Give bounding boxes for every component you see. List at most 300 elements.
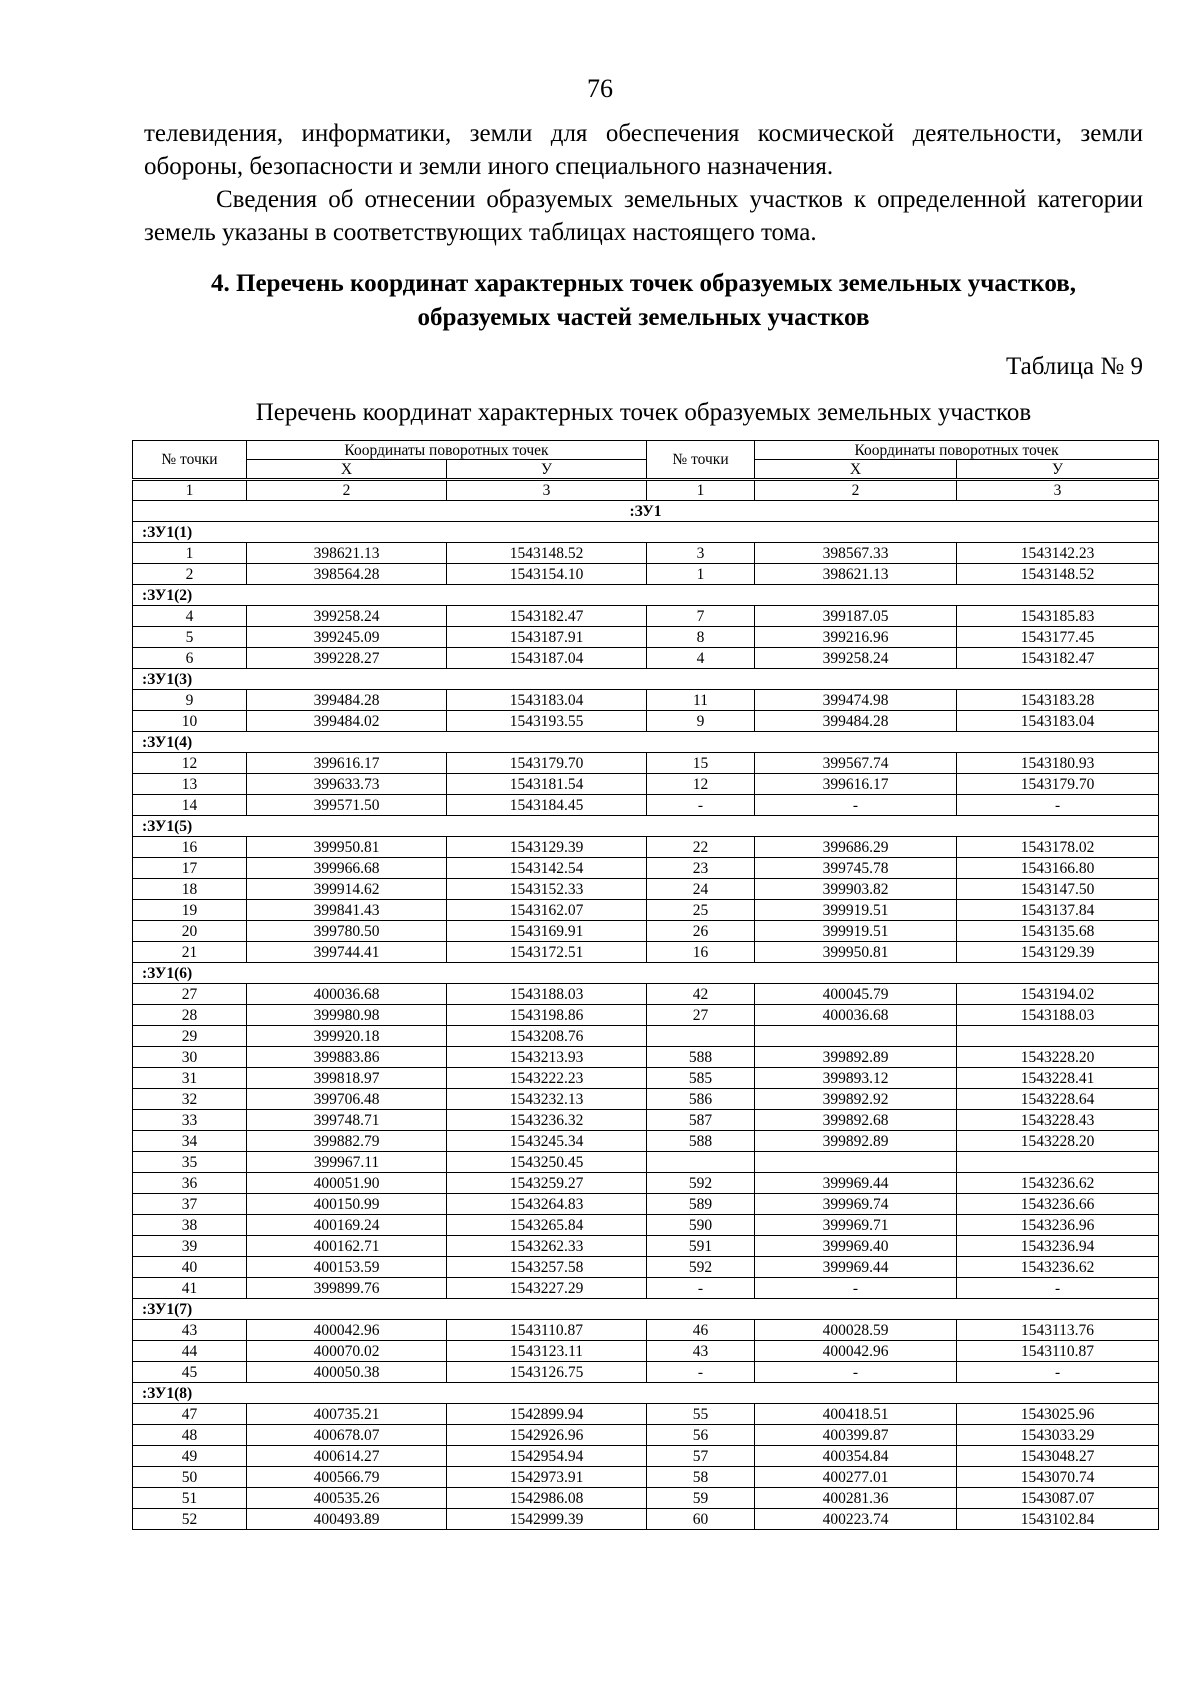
group-label: :ЗУ1(5) [133, 816, 1159, 837]
table-cell: 25 [647, 900, 755, 921]
table-cell: 399893.12 [755, 1068, 957, 1089]
table-cell: 1543236.62 [957, 1173, 1159, 1194]
table-cell: 586 [647, 1089, 755, 1110]
table-row [133, 753, 1159, 774]
group-label: :ЗУ1(7) [133, 1299, 1159, 1320]
table-cell: 399484.02 [247, 711, 447, 732]
table-row [133, 942, 1159, 963]
header-x-left: X [247, 460, 447, 480]
table-cell: 1543183.04 [447, 690, 647, 711]
table-cell: - [647, 1362, 755, 1383]
table-cell: 399567.74 [755, 753, 957, 774]
table-row [133, 1131, 1159, 1152]
table-cell: 37 [133, 1194, 247, 1215]
table-cell: 1543198.86 [447, 1005, 647, 1026]
table-cell: 1543129.39 [957, 942, 1159, 963]
table-cell: 12 [133, 753, 247, 774]
group-row [133, 522, 1159, 543]
table-cell: 20 [133, 921, 247, 942]
table-cell: 14 [133, 795, 247, 816]
table-cell: 400050.38 [247, 1362, 447, 1383]
table-cell: 7 [647, 606, 755, 627]
table-cell: 398621.13 [247, 543, 447, 564]
table-cell [957, 1026, 1159, 1047]
table-cell: 48 [133, 1425, 247, 1446]
table-cell: 60 [647, 1509, 755, 1530]
table-row [133, 1425, 1159, 1446]
table-cell: 23 [647, 858, 755, 879]
table-cell: 1543166.80 [957, 858, 1159, 879]
table-cell: 59 [647, 1488, 755, 1509]
table-cell: 1543236.66 [957, 1194, 1159, 1215]
table-row [133, 1278, 1159, 1299]
table-cell: 16 [133, 837, 247, 858]
table-cell [647, 1152, 755, 1173]
table-caption: Перечень координат характерных точек образуемых земельных участков [255, 399, 1032, 426]
table-cell: 399780.50 [247, 921, 447, 942]
table-cell: 400169.24 [247, 1215, 447, 1236]
table-cell: 592 [647, 1173, 755, 1194]
table-cell: 44 [133, 1341, 247, 1362]
table-cell: 399216.96 [755, 627, 957, 648]
table-row [133, 984, 1159, 1005]
table-cell: 399745.78 [755, 858, 957, 879]
table-row [133, 648, 1159, 669]
table-cell: 1543135.68 [957, 921, 1159, 942]
table-cell: 1543228.64 [957, 1089, 1159, 1110]
table-cell: 1543236.96 [957, 1215, 1159, 1236]
column-number: 2 [755, 480, 957, 501]
table-cell: 1543182.47 [957, 648, 1159, 669]
table-row [133, 564, 1159, 585]
table-cell: 9 [133, 690, 247, 711]
table-cell: 399245.09 [247, 627, 447, 648]
table-cell: - [957, 1362, 1159, 1383]
table-row [133, 774, 1159, 795]
table-row [133, 690, 1159, 711]
table-cell: 13 [133, 774, 247, 795]
table-cell: 399892.89 [755, 1047, 957, 1068]
table-cell: 1543169.91 [447, 921, 647, 942]
table-cell: 399633.73 [247, 774, 447, 795]
table-cell: 1543236.94 [957, 1236, 1159, 1257]
table-cell: - [755, 1278, 957, 1299]
table-cell: - [755, 1362, 957, 1383]
table-row [133, 1194, 1159, 1215]
table-cell: 399892.89 [755, 1131, 957, 1152]
table-cell: 1543236.32 [447, 1110, 647, 1131]
table-cell: 47 [133, 1404, 247, 1425]
table-cell: 16 [647, 942, 755, 963]
table-cell: 399950.81 [755, 942, 957, 963]
table-row [133, 879, 1159, 900]
table-cell: 1543259.27 [447, 1173, 647, 1194]
table-cell: 591 [647, 1236, 755, 1257]
table-cell: 400678.07 [247, 1425, 447, 1446]
table-cell: 4 [133, 606, 247, 627]
table-cell: 41 [133, 1278, 247, 1299]
table-row [133, 1068, 1159, 1089]
table-cell: 1543110.87 [447, 1320, 647, 1341]
table-cell: 399616.17 [247, 753, 447, 774]
table-cell: 400042.96 [247, 1320, 447, 1341]
table-cell: 58 [647, 1467, 755, 1488]
table-cell: 398621.13 [755, 564, 957, 585]
table-cell: 399903.82 [755, 879, 957, 900]
table-cell: 1543228.20 [957, 1047, 1159, 1068]
table-cell: - [647, 795, 755, 816]
table-cell: 1542973.91 [447, 1467, 647, 1488]
table-cell: 1543185.83 [957, 606, 1159, 627]
table-cell: 1543245.34 [447, 1131, 647, 1152]
header-y-right: У [957, 460, 1159, 480]
table-cell: - [647, 1278, 755, 1299]
table-cell: 590 [647, 1215, 755, 1236]
table-cell: 399980.98 [247, 1005, 447, 1026]
table-cell: 32 [133, 1089, 247, 1110]
table-cell: 585 [647, 1068, 755, 1089]
table-cell: 1543048.27 [957, 1446, 1159, 1467]
table-cell: 5 [133, 627, 247, 648]
table-cell: 399892.92 [755, 1089, 957, 1110]
table-cell: 399258.24 [755, 648, 957, 669]
table-cell: 1542926.96 [447, 1425, 647, 1446]
table-cell: 399484.28 [755, 711, 957, 732]
table-cell: 399748.71 [247, 1110, 447, 1131]
table-cell: 399892.68 [755, 1110, 957, 1131]
table-cell: 50 [133, 1467, 247, 1488]
table-cell: 1543179.70 [957, 774, 1159, 795]
table-cell: 399967.11 [247, 1152, 447, 1173]
group-row [133, 1383, 1159, 1404]
table-cell: 400281.36 [755, 1488, 957, 1509]
column-number: 1 [647, 480, 755, 501]
table-cell: 399950.81 [247, 837, 447, 858]
table-cell: 52 [133, 1509, 247, 1530]
table-cell: 1543188.03 [447, 984, 647, 1005]
table-cell: 398567.33 [755, 543, 957, 564]
header-y-left: У [447, 460, 647, 480]
table-cell: 1542899.94 [447, 1404, 647, 1425]
table-cell: 399969.74 [755, 1194, 957, 1215]
table-cell: 1543182.47 [447, 606, 647, 627]
table-cell: 1543129.39 [447, 837, 647, 858]
table-cell: 400277.01 [755, 1467, 957, 1488]
zone-row [133, 501, 1159, 522]
table-cell: 15 [647, 753, 755, 774]
table-cell: 399914.62 [247, 879, 447, 900]
table-cell: 2 [133, 564, 247, 585]
table-cell: 1543193.55 [447, 711, 647, 732]
table-cell: 1543183.28 [957, 690, 1159, 711]
table-cell: 399616.17 [755, 774, 957, 795]
table-cell: 1543181.54 [447, 774, 647, 795]
table-row [133, 1110, 1159, 1131]
table-row [133, 711, 1159, 732]
table-row [133, 1362, 1159, 1383]
table-cell: 400045.79 [755, 984, 957, 1005]
table-cell: 588 [647, 1047, 755, 1068]
table-row [133, 1404, 1159, 1425]
table-cell: 399882.79 [247, 1131, 447, 1152]
table-cell: 1543264.83 [447, 1194, 647, 1215]
group-row [133, 669, 1159, 690]
table-cell: 400070.02 [247, 1341, 447, 1362]
table-cell: 35 [133, 1152, 247, 1173]
table-cell: 30 [133, 1047, 247, 1068]
table-cell: 24 [647, 879, 755, 900]
table-cell: 400493.89 [247, 1509, 447, 1530]
table-cell: 1543070.74 [957, 1467, 1159, 1488]
table-cell: 1543232.13 [447, 1089, 647, 1110]
table-cell: 399187.05 [755, 606, 957, 627]
table-cell: 400162.71 [247, 1236, 447, 1257]
table-cell: 400399.87 [755, 1425, 957, 1446]
table-cell: 399571.50 [247, 795, 447, 816]
table-cell: 33 [133, 1110, 247, 1131]
table-cell: 1542986.08 [447, 1488, 647, 1509]
table-cell: 587 [647, 1110, 755, 1131]
table-cell: 19 [133, 900, 247, 921]
group-row [133, 585, 1159, 606]
table-cell: 1543142.23 [957, 543, 1159, 564]
table-cell: 1543102.84 [957, 1509, 1159, 1530]
table-row [133, 627, 1159, 648]
table-cell: 399706.48 [247, 1089, 447, 1110]
table-cell: 400354.84 [755, 1446, 957, 1467]
table-cell: 1543180.93 [957, 753, 1159, 774]
table-cell: 1 [647, 564, 755, 585]
table-cell: 43 [133, 1320, 247, 1341]
table-cell: 43 [647, 1341, 755, 1362]
table-row [133, 1341, 1159, 1362]
table-cell: 10 [133, 711, 247, 732]
table-cell: 400051.90 [247, 1173, 447, 1194]
group-row [133, 1299, 1159, 1320]
table-cell: 399966.68 [247, 858, 447, 879]
header-point-no-right: № точки [647, 441, 755, 480]
table-cell: 399919.51 [755, 921, 957, 942]
table-cell: 1542999.39 [447, 1509, 647, 1530]
table-cell: - [957, 795, 1159, 816]
table-cell: 1543257.58 [447, 1257, 647, 1278]
table-cell: 38 [133, 1215, 247, 1236]
table-cell: 1543126.75 [447, 1362, 647, 1383]
table-cell: 57 [647, 1446, 755, 1467]
table-row [133, 1026, 1159, 1047]
table-cell: 1543178.02 [957, 837, 1159, 858]
table-row [133, 1509, 1159, 1530]
coordinates-table [132, 440, 1159, 1530]
table-cell: 589 [647, 1194, 755, 1215]
table-row [133, 837, 1159, 858]
table-cell: 40 [133, 1257, 247, 1278]
table-cell: 39 [133, 1236, 247, 1257]
table-cell: 4 [647, 648, 755, 669]
table-cell: 1543208.76 [447, 1026, 647, 1047]
table-cell: 399920.18 [247, 1026, 447, 1047]
table-cell: 1543187.04 [447, 648, 647, 669]
table-cell: 1543250.45 [447, 1152, 647, 1173]
table-cell: 1543154.10 [447, 564, 647, 585]
header-coords-left: Координаты поворотных точек [247, 441, 647, 460]
table-cell: - [957, 1278, 1159, 1299]
table-cell: 1543184.45 [447, 795, 647, 816]
header-x-right: X [755, 460, 957, 480]
table-cell: 27 [647, 1005, 755, 1026]
group-label: :ЗУ1(2) [133, 585, 1159, 606]
table-row [133, 1152, 1159, 1173]
table-row [133, 1320, 1159, 1341]
table-cell: 1543228.41 [957, 1068, 1159, 1089]
table-cell: 1543262.33 [447, 1236, 647, 1257]
table-cell: 1543148.52 [957, 564, 1159, 585]
table-cell: 399883.86 [247, 1047, 447, 1068]
table-cell: 11 [647, 690, 755, 711]
table-cell: 29 [133, 1026, 247, 1047]
table-cell: 399228.27 [247, 648, 447, 669]
table-cell: 1543236.62 [957, 1257, 1159, 1278]
table-cell: 399969.71 [755, 1215, 957, 1236]
table-cell: 1543110.87 [957, 1341, 1159, 1362]
table-cell: 400042.96 [755, 1341, 957, 1362]
table-row [133, 1173, 1159, 1194]
table-row [133, 1236, 1159, 1257]
table-cell [755, 1026, 957, 1047]
table-cell: 1543177.45 [957, 627, 1159, 648]
table-cell: 1543123.11 [447, 1341, 647, 1362]
column-number-row [133, 480, 1159, 501]
table-cell: 399919.51 [755, 900, 957, 921]
table-cell: 1543194.02 [957, 984, 1159, 1005]
table-row [133, 795, 1159, 816]
table-cell: 400028.59 [755, 1320, 957, 1341]
table-cell: 400614.27 [247, 1446, 447, 1467]
table-cell: - [755, 795, 957, 816]
table-cell: 400535.26 [247, 1488, 447, 1509]
table-cell: 399841.43 [247, 900, 447, 921]
table-cell: 1543187.91 [447, 627, 647, 648]
table-cell: 398564.28 [247, 564, 447, 585]
table-cell: 22 [647, 837, 755, 858]
table-cell: 8 [647, 627, 755, 648]
table-row [133, 1047, 1159, 1068]
table-cell [755, 1152, 957, 1173]
table-cell: 399744.41 [247, 942, 447, 963]
table-cell: 49 [133, 1446, 247, 1467]
table-cell: 1543183.04 [957, 711, 1159, 732]
table-cell [647, 1026, 755, 1047]
page-number: 76 [587, 74, 613, 103]
table-cell: 36 [133, 1173, 247, 1194]
column-number: 3 [957, 480, 1159, 501]
table-cell: 1543025.96 [957, 1404, 1159, 1425]
table-cell: 399258.24 [247, 606, 447, 627]
table-row [133, 1005, 1159, 1026]
table-cell: 1543148.52 [447, 543, 647, 564]
table-cell: 1543228.20 [957, 1131, 1159, 1152]
group-row [133, 963, 1159, 984]
group-row [133, 816, 1159, 837]
table-number: Таблица № 9 [1005, 353, 1143, 380]
table-row [133, 1089, 1159, 1110]
paragraph-1: телевидения, информатики, земли для обеспечения космической деятельности, земли обороны, безопасности и земли иного специального назначения. [144, 120, 1143, 180]
table-cell: 18 [133, 879, 247, 900]
table-cell: 1543152.33 [447, 879, 647, 900]
table-cell: 592 [647, 1257, 755, 1278]
table-cell [957, 1152, 1159, 1173]
table-cell: 1 [133, 543, 247, 564]
table-cell: 42 [647, 984, 755, 1005]
table-cell: 45 [133, 1362, 247, 1383]
table-cell: 34 [133, 1131, 247, 1152]
table-cell: 400150.99 [247, 1194, 447, 1215]
group-label: :ЗУ1(4) [133, 732, 1159, 753]
table-cell: 26 [647, 921, 755, 942]
table-cell: 400735.21 [247, 1404, 447, 1425]
column-number: 3 [447, 480, 647, 501]
table-cell: 1543179.70 [447, 753, 647, 774]
table-row [133, 606, 1159, 627]
column-number: 1 [133, 480, 247, 501]
table-cell: 399969.40 [755, 1236, 957, 1257]
table-cell: 399474.98 [755, 690, 957, 711]
table-cell: 28 [133, 1005, 247, 1026]
section-heading: 4. Перечень координат характерных точек образуемых земельных участков, образуемых частей земельных участков [211, 270, 1076, 331]
table-cell: 9 [647, 711, 755, 732]
table-row [133, 921, 1159, 942]
table-cell: 400036.68 [755, 1005, 957, 1026]
table-cell: 3 [647, 543, 755, 564]
table-cell: 55 [647, 1404, 755, 1425]
table-cell: 399484.28 [247, 690, 447, 711]
table-cell: 399969.44 [755, 1257, 957, 1278]
table-cell: 1543265.84 [447, 1215, 647, 1236]
table-cell: 399899.76 [247, 1278, 447, 1299]
table-cell: 12 [647, 774, 755, 795]
table-row [133, 1446, 1159, 1467]
table-cell: 31 [133, 1068, 247, 1089]
table-cell: 400153.59 [247, 1257, 447, 1278]
table-cell: 56 [647, 1425, 755, 1446]
table-cell: 1543087.07 [957, 1488, 1159, 1509]
table-body [133, 501, 1159, 1530]
table-cell: 400566.79 [247, 1467, 447, 1488]
table-row [133, 900, 1159, 921]
group-label: :ЗУ1(1) [133, 522, 1159, 543]
table-cell: 1543162.07 [447, 900, 647, 921]
paragraph-2: Сведения об отнесении образуемых земельных участков к определенной категории земель указаны в соответствующих таблицах настоящего тома. [144, 186, 1143, 246]
table-cell: 1543227.29 [447, 1278, 647, 1299]
table-cell: 1542954.94 [447, 1446, 647, 1467]
group-label: :ЗУ1(6) [133, 963, 1159, 984]
table-cell: 1543213.93 [447, 1047, 647, 1068]
table-cell: 46 [647, 1320, 755, 1341]
table-cell: 399686.29 [755, 837, 957, 858]
group-label: :ЗУ1(8) [133, 1383, 1159, 1404]
table-cell: 400223.74 [755, 1509, 957, 1530]
table-cell: 1543222.23 [447, 1068, 647, 1089]
table-cell: 1543147.50 [957, 879, 1159, 900]
table-cell: 6 [133, 648, 247, 669]
header-point-no-left: № точки [133, 441, 247, 480]
table-row [133, 1215, 1159, 1236]
table-cell: 1543033.29 [957, 1425, 1159, 1446]
table-cell: 21 [133, 942, 247, 963]
table-cell: 400418.51 [755, 1404, 957, 1425]
header-coords-right: Координаты поворотных точек [755, 441, 1159, 460]
table-row [133, 1488, 1159, 1509]
